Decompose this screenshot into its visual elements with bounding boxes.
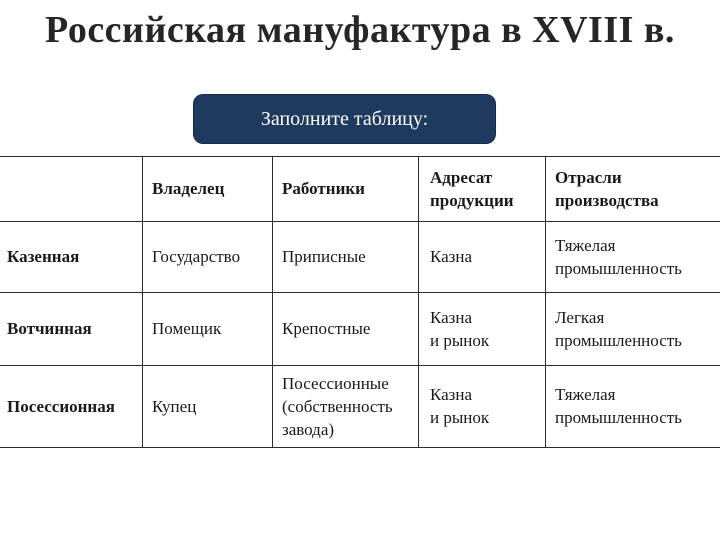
header-cell-type (7, 156, 140, 221)
cell-workers: Приписные (282, 247, 366, 266)
row-label-possessional: Посессионная (7, 396, 115, 416)
table-divider (418, 156, 419, 448)
table-divider (272, 156, 273, 448)
header-cell-workers: Работники (282, 179, 365, 198)
cell-workers: Посессионные (собственность завода) (282, 373, 393, 439)
manufactory-table (0, 156, 720, 448)
header-cell-recipient: Адресат продукции (430, 167, 514, 210)
table-divider (545, 156, 546, 448)
cell-owner: Государство (152, 247, 241, 266)
cell-recipient: Казна и рынок (430, 307, 490, 350)
cell-industry: Легкая промышленность (555, 307, 682, 350)
cell-industry: Тяжелая промышленность (555, 385, 682, 427)
cell-owner: Купец (152, 396, 197, 416)
slide-title: Российская мануфактура в XVIII в. (45, 9, 675, 51)
row-label-patrimonial: Вотчинная (7, 319, 92, 338)
cell-recipient: Казна и рынок (430, 385, 490, 427)
table-rule (0, 447, 720, 448)
cell-owner: Помещик (152, 319, 222, 338)
header-cell-owner: Владелец (152, 179, 225, 198)
cell-workers: Крепостные (282, 319, 371, 338)
row-label-state: Казенная (7, 247, 80, 266)
header-cell-industry: Отрасли производства (555, 167, 659, 210)
table-divider (142, 156, 143, 448)
cell-recipient: Казна (430, 247, 473, 266)
instruction-callout: Заполните таблицу: (194, 95, 495, 143)
cell-industry: Тяжелая промышленность (555, 235, 682, 278)
